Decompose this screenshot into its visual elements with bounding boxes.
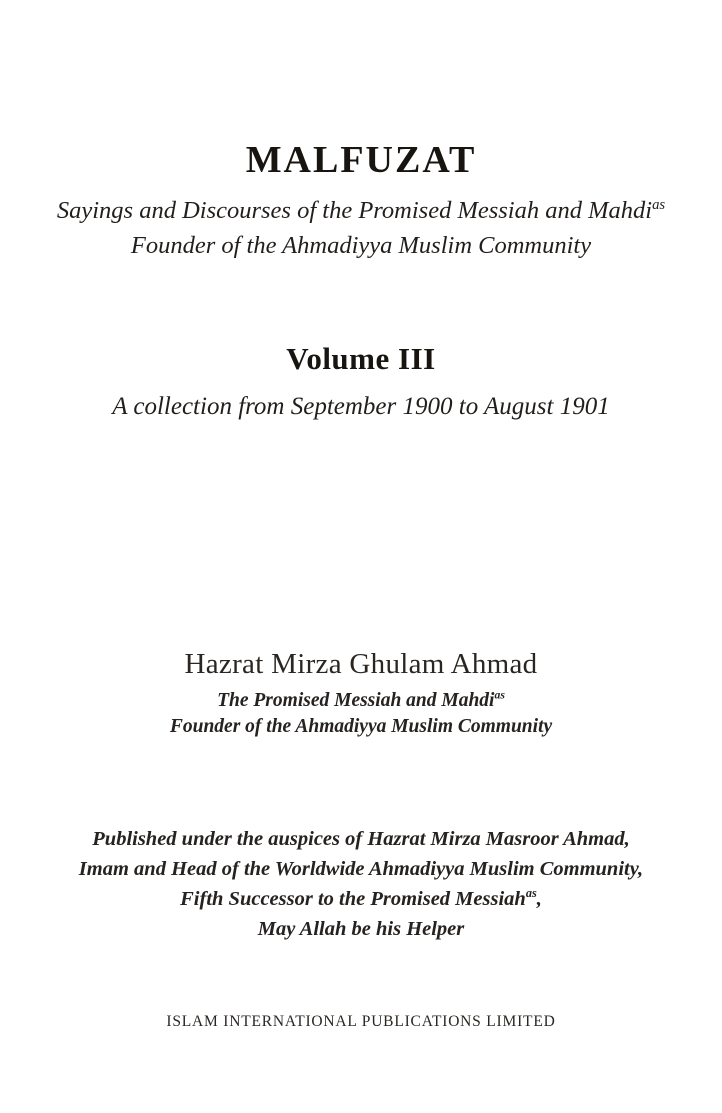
book-subtitle-line1 [0, 193, 722, 228]
publisher-imprint: ISLAM INTERNATIONAL PUBLICATIONS LIMITED [166, 1013, 556, 1030]
author-epithet-line1-text: The Promised Messiah and Mahdi [217, 690, 495, 711]
publication-note-line3-comma: , [536, 888, 542, 910]
book-title: MALFUZAT [245, 139, 477, 181]
publication-note-line4: May Allah be his Helper [257, 918, 465, 940]
author-epithet-line1 [0, 688, 722, 714]
author-epithet-line2: Founder of the Ahmadiyya Muslim Community [169, 716, 553, 737]
author-name: Hazrat Mirza Ghulam Ahmad [184, 648, 538, 680]
book-subtitle [0, 193, 722, 263]
publication-note-line3 [0, 884, 722, 914]
superscript-as: as [525, 886, 537, 901]
book-subtitle-line2: Founder of the Ahmadiyya Muslim Community [130, 232, 592, 259]
publication-note [0, 824, 722, 944]
collection-note: A collection from September 1900 to August 1901 [112, 393, 610, 420]
publication-note-line1: Published under the auspices of Hazrat Mirza Masroor Ahmad, [92, 828, 630, 850]
book-subtitle-line1-text: Sayings and Discourses of the Promised Messiah and Mahdi [56, 197, 653, 224]
superscript-as: as [652, 196, 666, 213]
volume-title: Volume III [286, 341, 436, 376]
superscript-as: as [494, 688, 505, 702]
author-epithet [0, 688, 722, 740]
publication-note-line2: Imam and Head of the Worldwide Ahmadiyya Muslim Community, [78, 858, 644, 880]
publication-note-line3-text: Fifth Successor to the Promised Messiah [180, 888, 526, 910]
